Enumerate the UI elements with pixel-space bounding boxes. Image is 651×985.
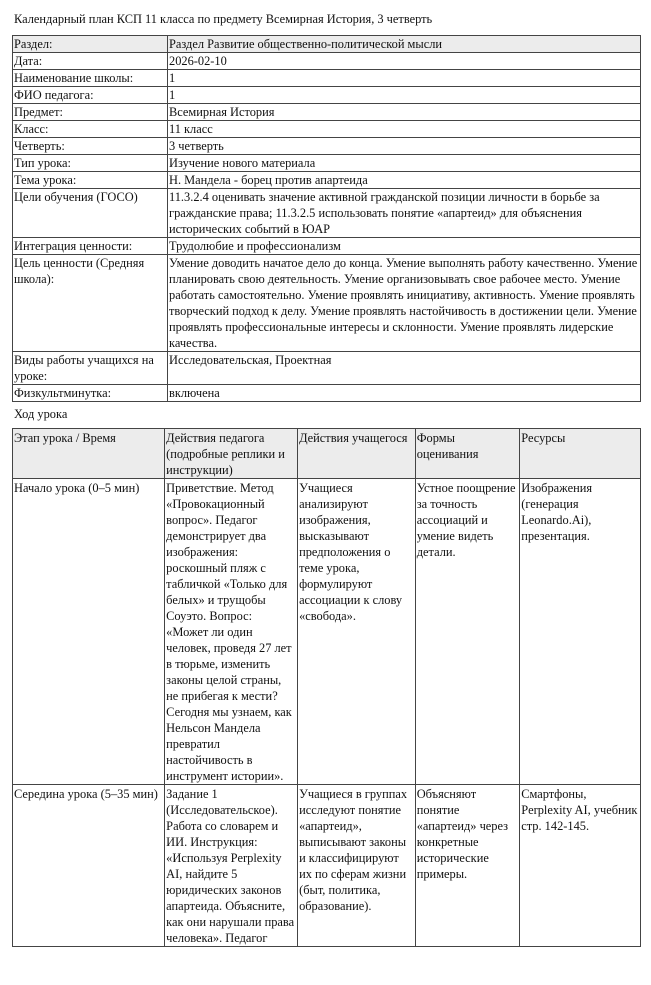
column-header: Действия учащегося xyxy=(298,429,416,479)
student-actions-cell: Учащиеся в группах исследуют понятие «апартеид», выписывают законы и классифицируют их по сферам жизни (быт, политика, образование). xyxy=(298,785,416,947)
column-header: Действия педагога (подробные реплики и инструкции) xyxy=(165,429,298,479)
info-label: ФИО педагога: xyxy=(13,87,168,104)
info-value: Трудолюбие и профессионализм xyxy=(168,238,641,255)
info-value: 11.3.2.4 оценивать значение активной гражданской позиции личности в борьбе за гражданские права; 11.3.2.5 использовать понятие «апартеид» для объяснения исторических событий в ЮАР xyxy=(168,189,641,238)
lesson-info-table xyxy=(12,35,641,402)
info-label: Физкультминутка: xyxy=(13,385,168,402)
table-row xyxy=(13,479,641,785)
info-value: Изучение нового материала xyxy=(168,155,641,172)
info-label: Предмет: xyxy=(13,104,168,121)
assessment-cell: Объясняют понятие «апартеид» через конкретные исторические примеры. xyxy=(415,785,519,947)
info-row-value-integration xyxy=(13,238,641,255)
info-label: Класс: xyxy=(13,121,168,138)
teacher-actions-cell: Приветствие. Метод «Провокационный вопрос». Педагог демонстрирует два изображения: роскошный пляж с табличкой «Только для белых» и трущобы Соуэто. Вопрос: «Может ли один человек, проведя 27 лет в тюрьме, изменить законы целой страны, не прибегая к мести? Сегодня мы узнаем, как Нельсон Мандела превратил настойчивость в инструмент истории». xyxy=(165,479,298,785)
info-value: 1 xyxy=(168,70,641,87)
assessment-cell: Устное поощрение за точность ассоциаций и умение видеть детали. xyxy=(415,479,519,785)
info-value: включена xyxy=(168,385,641,402)
info-label: Дата: xyxy=(13,53,168,70)
info-label: Четверть: xyxy=(13,138,168,155)
info-label: Наименование школы: xyxy=(13,70,168,87)
table-row xyxy=(13,785,641,947)
info-value: Умение доводить начатое дело до конца. Умение выполнять работу качественно. Умение планировать свою деятельность. Умение организовывать свое рабочее место. Умение работать самостоятельно. Умение проявлять инициативу, активность. Умение проявлять творческий подход к делу. Умение проявлять настойчивость в достижении цели. Умение проявлять профессиональные интересы и склонности. Умение проявлять лидерские качества. xyxy=(168,255,641,352)
info-row-value-goal xyxy=(13,255,641,352)
info-row-subject xyxy=(13,104,641,121)
info-row-teacher xyxy=(13,87,641,104)
stage-cell: Середина урока (5–35 мин) xyxy=(13,785,165,947)
page-title: Календарный план КСП 11 класса по предмету Всемирная История, 3 четверть xyxy=(14,12,433,26)
info-label: Тема урока: xyxy=(13,172,168,189)
stage-cell: Начало урока (0–5 мин) xyxy=(13,479,165,785)
info-value: 11 класс xyxy=(168,121,641,138)
info-row-goals xyxy=(13,189,641,238)
info-value: 1 xyxy=(168,87,641,104)
info-row-school xyxy=(13,70,641,87)
column-header: Формы оценивания xyxy=(415,429,519,479)
resources-cell: Смартфоны, Perplexity AI, учебник стр. 142-145. xyxy=(520,785,641,947)
teacher-actions-cell: Задание 1 (Исследовательское). Работа со словарем и ИИ. Инструкция: «Используя Perplexity AI, найдите 5 юридических законов апартеида. Объясните, как они нарушали права человека». Педагог xyxy=(165,785,298,947)
info-row-quarter xyxy=(13,138,641,155)
info-value: Раздел Развитие общественно-политической мысли xyxy=(168,36,641,53)
column-header: Этап урока / Время xyxy=(13,429,165,479)
info-row-section xyxy=(13,36,641,53)
info-value: Исследовательская, Проектная xyxy=(168,352,641,385)
table-header-row xyxy=(13,429,641,479)
info-row-topic xyxy=(13,172,641,189)
info-row-date xyxy=(13,53,641,70)
student-actions-cell: Учащиеся анализируют изображения, высказывают предположения о теме урока, формулируют ассоциации к слову «свобода». xyxy=(298,479,416,785)
info-row-work-types xyxy=(13,352,641,385)
info-label: Виды работы учащихся на уроке: xyxy=(13,352,168,385)
info-value: 2026-02-10 xyxy=(168,53,641,70)
info-label: Интеграция ценности: xyxy=(13,238,168,255)
info-label: Раздел: xyxy=(13,36,168,53)
info-label: Тип урока: xyxy=(13,155,168,172)
info-label: Цели обучения (ГОСО) xyxy=(13,189,168,238)
info-label: Цель ценности (Средняя школа): xyxy=(13,255,168,352)
info-value: Всемирная История xyxy=(168,104,641,121)
section-title: Ход урока xyxy=(14,407,68,421)
info-value: Н. Мандела - борец против апартеида xyxy=(168,172,641,189)
info-row-class xyxy=(13,121,641,138)
resources-cell: Изображения (генерация Leonardo.Ai), презентация. xyxy=(520,479,641,785)
column-header: Ресурсы xyxy=(520,429,641,479)
info-row-fitness-break xyxy=(13,385,641,402)
info-row-lesson-type xyxy=(13,155,641,172)
info-value: 3 четверть xyxy=(168,138,641,155)
lesson-plan-table xyxy=(12,428,641,947)
